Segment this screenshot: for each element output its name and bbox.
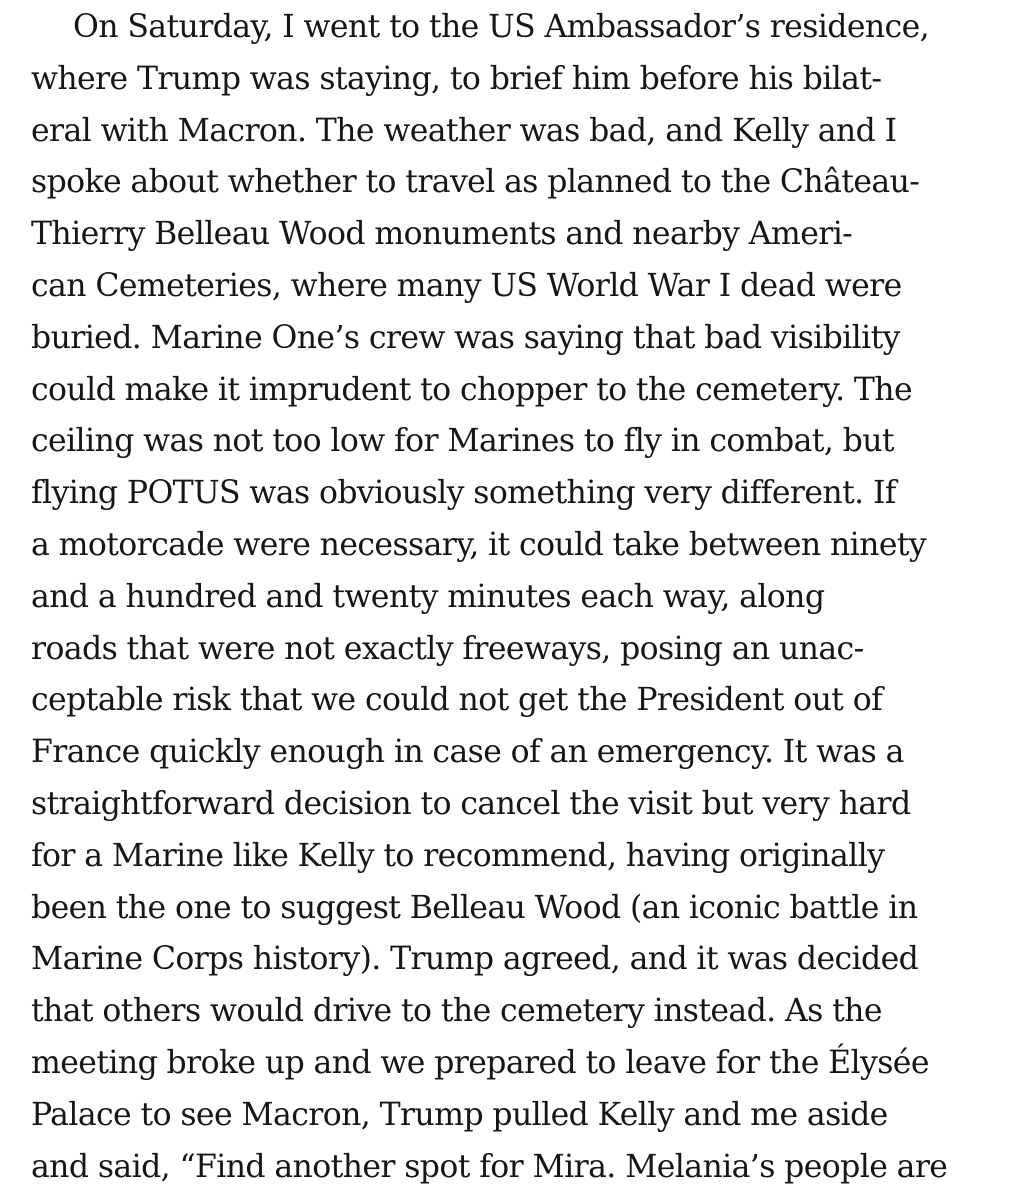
paragraph-line-14: ceptable risk that we could not get the President out of xyxy=(31,682,883,719)
paragraph-line-16: straightforward decision to cancel the visit but very hard xyxy=(31,785,911,822)
paragraph-line-9: ceiling was not too low for Marines to fly in combat, but xyxy=(31,423,894,460)
paragraph-line-6: can Cemeteries, where many US World War I dead were xyxy=(31,267,902,304)
paragraph-line-13: roads that were not exactly freeways, posing an unac- xyxy=(31,630,864,667)
paragraph-line-19: Marine Corps history). Trump agreed, and it was decided xyxy=(31,941,919,978)
body-paragraph xyxy=(31,2,1011,1193)
paragraph-line-11: a motorcade were necessary, it could take between ninety xyxy=(31,526,927,563)
paragraph-line-18: been the one to suggest Belleau Wood (an iconic battle in xyxy=(31,889,918,926)
paragraph-line-12: and a hundred and twenty minutes each way, along xyxy=(31,578,825,615)
paragraph-line-2: where Trump was staying, to brief him before his bilat- xyxy=(31,60,882,97)
paragraph-line-21: meeting broke up and we prepared to leave for the Élysée xyxy=(31,1044,929,1081)
paragraph-line-17: for a Marine like Kelly to recommend, having originally xyxy=(31,837,885,874)
paragraph-line-8: could make it imprudent to chopper to the cemetery. The xyxy=(31,371,913,408)
paragraph-line-10: flying POTUS was obviously something very different. If xyxy=(31,475,896,512)
paragraph-line-20: that others would drive to the cemetery instead. As the xyxy=(31,993,882,1030)
paragraph-line-7: buried. Marine One’s crew was saying that bad visibility xyxy=(31,319,900,356)
paragraph-line-22: Palace to see Macron, Trump pulled Kelly and me aside xyxy=(31,1096,888,1133)
paragraph-line-4: spoke about whether to travel as planned to the Château- xyxy=(31,164,920,201)
paragraph-line-3: eral with Macron. The weather was bad, and Kelly and I xyxy=(31,112,897,149)
paragraph-line-23: and said, “Find another spot for Mira. Melania’s people are xyxy=(31,1148,948,1185)
paragraph-line-5: Thierry Belleau Wood monuments and nearby Ameri- xyxy=(31,216,853,253)
paragraph-line-1: On Saturday, I went to the US Ambassador’s residence, xyxy=(73,9,930,45)
paragraph-line-15: France quickly enough in case of an emergency. It was a xyxy=(31,734,904,771)
